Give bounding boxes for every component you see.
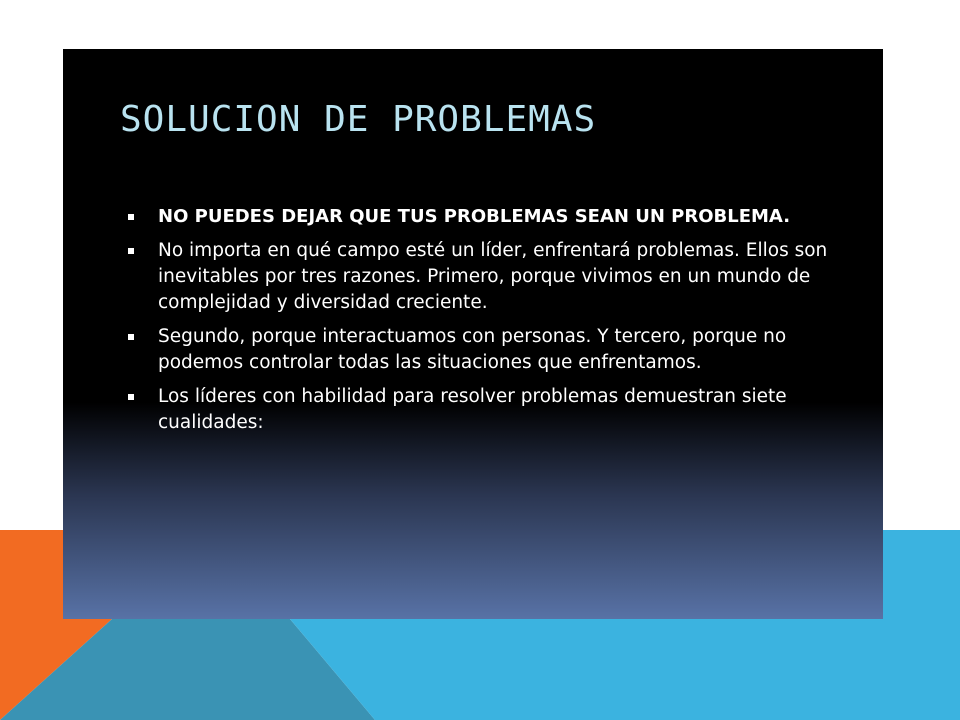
bullet-item: [125, 324, 845, 376]
bullet-item: [125, 238, 845, 316]
bullet-item: [125, 384, 845, 436]
slide-title: SOLUCION DE PROBLEMAS: [120, 99, 597, 140]
bullet-text: Los líderes con habilidad para resolver problemas demuestran siete cualidades:: [158, 386, 787, 433]
bullet-marker-icon: [128, 248, 134, 254]
bullet-marker-icon: [128, 214, 134, 220]
bullet-item: [125, 204, 845, 230]
bullet-text: No importa en qué campo esté un líder, enfrentará problemas. Ellos son inevitables por tres razones. Primero, porque vivimos en un mundo de complejidad y diversidad creciente.: [158, 240, 828, 313]
bullet-list: [125, 204, 845, 444]
bullet-text: Segundo, porque interactuamos con personas. Y tercero, porque no podemos controlar todas las situaciones que enfrentamos.: [158, 326, 787, 373]
bullet-text: NO PUEDES DEJAR QUE TUS PROBLEMAS SEAN UN PROBLEMA.: [158, 206, 791, 227]
bullet-marker-icon: [128, 334, 134, 340]
bullet-marker-icon: [128, 394, 134, 400]
slide-panel: [63, 49, 883, 619]
